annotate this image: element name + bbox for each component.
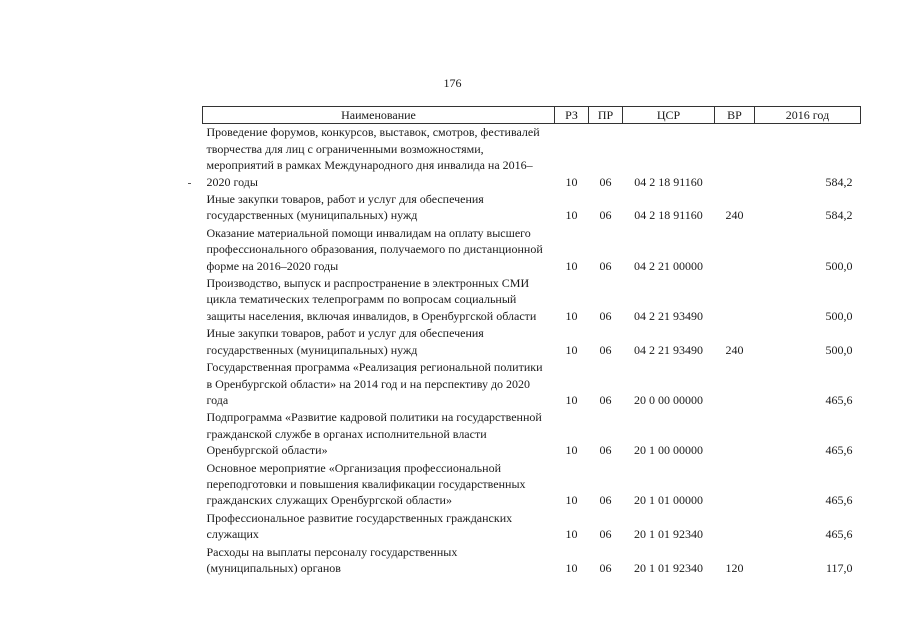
row-name: Иные закупки товаров, работ и услуг для обеспечения государственных (муниципальных) нужд (206, 326, 484, 357)
header-csr: ЦСР (623, 107, 715, 124)
row-name: Проведение форумов, конкурсов, выставок, смотров, фестивалей творчества для лиц с ограниченными возможностями, мероприятий в рамках Международного дня инвалида на 2016–2020 годы (206, 125, 540, 189)
row-rz: 10 (565, 258, 578, 273)
row-csr: 04 2 18 91160 (634, 208, 703, 223)
row-name: Производство, выпуск и распространение в электронных СМИ цикла тематических телепрограмм по вопросам социальный защиты населения, включая инвалидов, в Оренбургской области (206, 276, 537, 323)
table-row (203, 325, 861, 359)
row-pr: 06 (599, 392, 612, 407)
table-row (203, 460, 861, 510)
row-name: Профессиональное развитие государственных гражданских служащих (206, 510, 513, 542)
header-name: Наименование (203, 107, 555, 124)
row-pr: 06 (599, 493, 612, 508)
table-header-row (203, 107, 861, 124)
row-vr (715, 359, 755, 409)
row-csr: 20 1 00 00000 (634, 443, 703, 458)
row-pr: 06 (599, 527, 612, 542)
row-name: Иные закупки товаров, работ и услуг для обеспечения государственных (муниципальных) нужд (206, 192, 484, 223)
row-vr (715, 124, 755, 191)
row-csr: 20 1 01 92340 (634, 560, 703, 575)
row-rz: 10 (565, 208, 578, 223)
row-sum: 465,6 (825, 493, 853, 508)
row-pr: 06 (599, 258, 612, 273)
table-row (203, 191, 861, 225)
table-body (203, 124, 861, 577)
row-name: Государственная программа «Реализация региональной политики в Оренбургской области» на 2014 год и на перспективу до 2020 года (206, 360, 543, 407)
row-pr: 06 (599, 443, 612, 458)
row-rz: 10 (565, 342, 578, 357)
row-rz: 10 (565, 527, 578, 542)
table-row (203, 510, 861, 544)
row-vr (715, 275, 755, 325)
row-pr: 06 (599, 342, 612, 357)
row-name: Подпрограмма «Развитие кадровой политики на государственной гражданской службе в органах исполнительной власти Оренбургской области» (206, 410, 542, 458)
row-name: Оказание материальной помощи инвалидам на оплату высшего профессионального образования, получаемого по дистанционной форме на 2016–2020 годы (206, 225, 543, 273)
row-rz: 10 (565, 560, 578, 575)
table-row (203, 225, 861, 275)
table-row (203, 544, 861, 578)
row-pr: 06 (599, 174, 612, 189)
table-row (203, 359, 861, 409)
header-year: 2016 год (755, 107, 861, 124)
row-csr: 04 2 21 93490 (634, 342, 703, 357)
row-sum: 465,6 (825, 527, 853, 542)
row-sum: 584,2 (825, 174, 853, 189)
row-sum: 117,0 (825, 560, 853, 575)
row-sum: 584,2 (825, 208, 853, 223)
row-vr: 240 (725, 208, 744, 223)
row-pr: 06 (599, 208, 612, 223)
header-vr: ВР (715, 107, 755, 124)
margin-mark (188, 183, 191, 184)
row-csr: 04 2 18 91160 (634, 174, 703, 189)
row-rz: 10 (565, 443, 578, 458)
row-sum: 465,6 (825, 443, 853, 458)
row-csr: 20 1 01 92340 (634, 527, 703, 542)
row-pr: 06 (599, 308, 612, 323)
page-number: 176 (443, 76, 462, 90)
row-csr: 20 1 01 00000 (634, 493, 703, 508)
table-row (203, 275, 861, 325)
header-rz: РЗ (555, 107, 589, 124)
row-vr (715, 225, 755, 275)
row-vr: 120 (725, 560, 744, 575)
row-rz: 10 (565, 308, 578, 323)
table-row (203, 409, 861, 459)
row-name: Расходы на выплаты персоналу государственных (муниципальных) органов (206, 544, 458, 575)
row-csr: 04 2 21 00000 (634, 258, 703, 273)
budget-table (202, 106, 861, 577)
row-name: Основное мероприятие «Организация профессиональной переподготовки и повышения квалификации государственных гражданских служащих Оренбургской области» (206, 460, 526, 508)
row-csr: 04 2 21 93490 (634, 308, 703, 323)
row-pr: 06 (599, 560, 612, 575)
row-sum: 500,0 (825, 258, 853, 273)
table-row (203, 124, 861, 191)
row-rz: 10 (565, 493, 578, 508)
row-rz: 10 (565, 392, 578, 407)
header-pr: ПР (589, 107, 623, 124)
row-csr: 20 0 00 00000 (634, 392, 703, 407)
row-vr (715, 409, 755, 459)
row-sum: 500,0 (825, 308, 853, 323)
row-rz: 10 (565, 174, 578, 189)
row-sum: 500,0 (825, 342, 853, 357)
row-vr (715, 460, 755, 510)
row-sum: 465,6 (825, 392, 853, 407)
row-vr: 240 (725, 342, 744, 357)
row-vr (715, 510, 755, 544)
